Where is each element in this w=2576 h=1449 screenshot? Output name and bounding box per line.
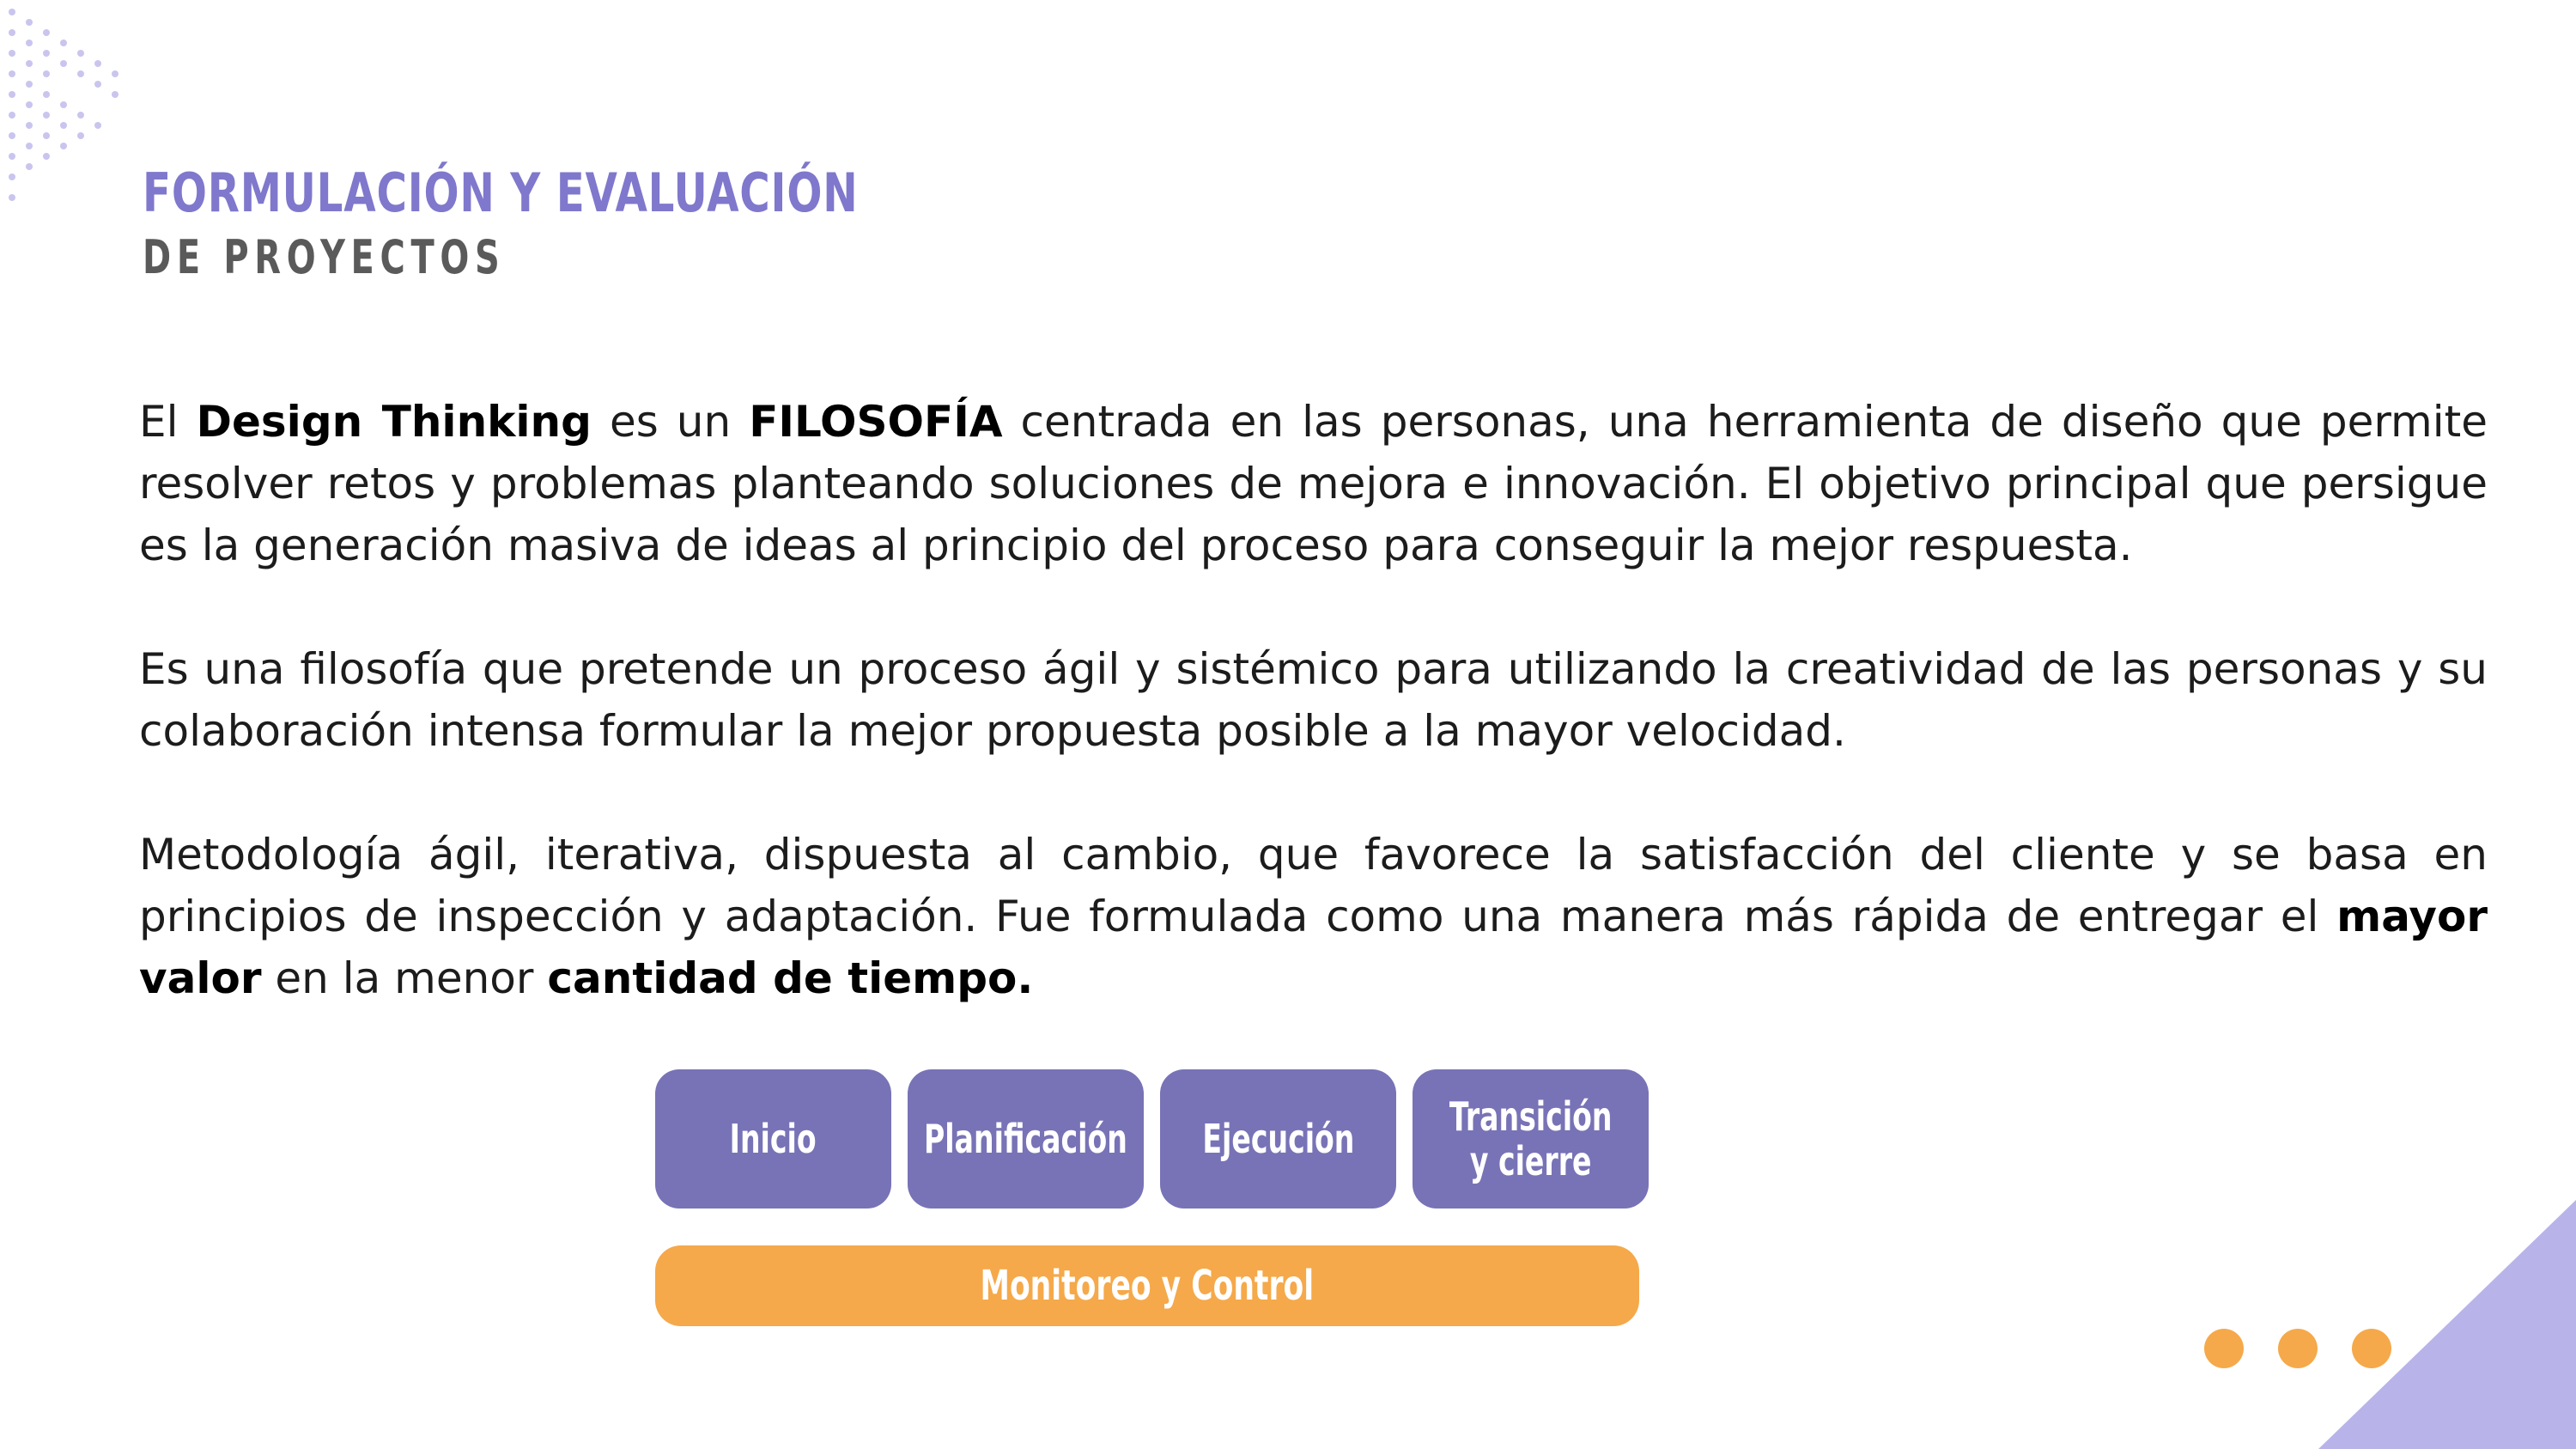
monitor-label: Monitoreo y Control <box>980 1262 1315 1310</box>
title-line-2: DE PROYECTOS <box>143 230 506 284</box>
p1-bold-design-thinking: Design Thinking <box>196 397 592 447</box>
corner-triangle-decoration <box>2318 1200 2576 1449</box>
paragraph-1 <box>139 391 2488 576</box>
title-line-1: FORMULACIÓN Y EVALUACIÓN <box>143 161 859 224</box>
paragraph-2: Es una filosofía que pretende un proceso ágil y sistémico para utilizando la creatividad de las personas y su colaboración intensa formular la mejor propuesta posible a la mayor velocidad. <box>139 644 2488 756</box>
orange-dot-decoration <box>2278 1329 2318 1368</box>
p1-bold-filosofia: FILOSOFÍA <box>749 397 1003 447</box>
orange-dot-decoration <box>2204 1329 2244 1368</box>
p3-text-a: Metodología ágil, iterativa, dispuesta al cambio, que favorece la satisfacción del cliente y se basa en principios de inspección y adaptación. Fue formulada como una manera más rápida de entregar el <box>139 830 2488 941</box>
phase-box-planificacion <box>908 1069 1144 1209</box>
phase-label: Transición y cierre <box>1449 1093 1613 1184</box>
body-text <box>139 391 2488 1071</box>
phase-box-inicio <box>655 1069 891 1209</box>
p1-text-a: El <box>139 397 197 447</box>
p1-text-c: es un <box>591 397 750 447</box>
p1-text-e: centrada en las personas, una herramienta de diseño que permite resolver retos y problemas planteando soluciones de mejora e innovación. El objetivo principal que persigue es la generación masiva de ideas al principio del proceso para conseguir la mejor respuesta. <box>139 397 2488 570</box>
phase-label: Planificación <box>924 1116 1127 1162</box>
p3-bold-cantidad-de-tiempo: cantidad de tiempo. <box>547 953 1034 1003</box>
p3-bold-mayor-valor: mayor valor <box>139 892 2488 1003</box>
phase-box-ejecucion <box>1160 1069 1396 1209</box>
paragraph-3 <box>139 824 2488 1009</box>
phase-box-transicion <box>1413 1069 1649 1209</box>
monitoring-control-bar <box>655 1245 1639 1326</box>
phase-label: Ejecución <box>1202 1116 1354 1162</box>
p3-text-c: en la menor <box>261 953 548 1003</box>
dot-pattern-decoration <box>0 0 137 223</box>
phase-label: Inicio <box>729 1116 817 1162</box>
